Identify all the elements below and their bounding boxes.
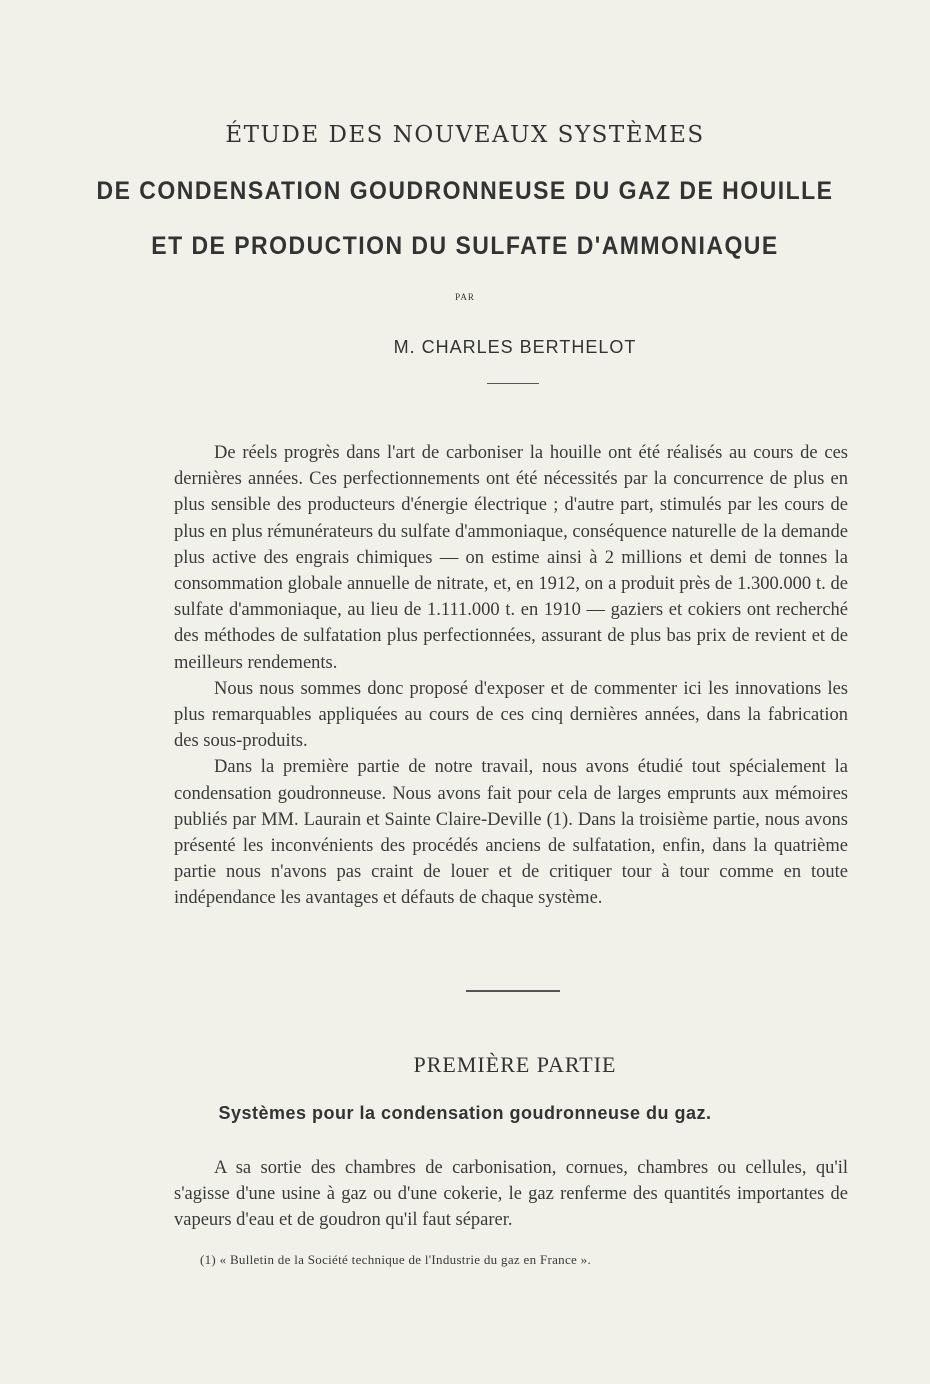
author-name: M. CHARLES BERTHELOT [393, 337, 637, 357]
by-label: PAR [455, 292, 475, 302]
part-body [174, 1155, 848, 1234]
intro-paragraph: Dans la première partie de notre travail, nous avons étudié tout spécialement la condensation goudronneuse. Nous avons fait pour cela de larges emprunts aux mémoires publiés par MM. Laurain et Sainte Claire-Deville (1). Dans la troisième partie, nous avons présenté les inconvénients des procédés anciens de sulfatation, enfin, dans la quatrième partie nous n'avons pas craint de louer et de critiquer tour à tour comme en toute indépendance les avantages et défauts de chaque système. [174, 757, 848, 909]
title-line-3: ET DE PRODUCTION DU SULFATE D'AMMONIAQUE [151, 232, 779, 260]
section-subheading: Systèmes pour la condensation goudronneuse du gaz. [218, 1103, 712, 1123]
title-divider [487, 383, 539, 384]
part-heading: PREMIÈRE PARTIE [413, 1052, 617, 1077]
intro-paragraph: De réels progrès dans l'art de carboniser la houille ont été réalisés au cours de ces dernières années. Ces perfectionnements ont été nécessités par la concurrence de plus en plus sensible des producteurs d'énergie électrique ; d'autre part, stimulés par les cours de plus en plus rémunérateurs du sulfate d'ammoniaque, conséquence naturelle de la demande plus active des engrais chimiques — on estime ainsi à 2 millions et demi de tonnes la consommation globale annuelle de nitrate, et, en 1912, on a produit près de 1.300.000 t. de sulfate d'ammoniaque, au lieu de 1.111.000 t. en 1910 — gaziers et cokiers ont recherché des méthodes de sulfatation plus perfectionnées, assurant de plus bas prix de revient et de meilleurs rendements. [174, 443, 848, 673]
footnote: (1) « Bulletin de la Société technique de l'Industrie du gaz en France ». [200, 1252, 592, 1267]
part-paragraph: A sa sortie des chambres de carbonisation, cornues, chambres ou cellules, qu'il s'agisse d'une usine à gaz ou d'une cokerie, le gaz renferme des quantités importantes de vapeurs d'eau et de goudron qu'il faut séparer. [174, 1158, 848, 1231]
intro-paragraph: Nous nous sommes donc proposé d'exposer et de commenter ici les innovations les plus remarquables appliquées au cours de ces cinq dernières années, dans la fabrication des sous-produits. [174, 678, 848, 752]
title-line-1: ÉTUDE DES NOUVEAUX SYSTÈMES [225, 122, 705, 148]
title-line-2: DE CONDENSATION GOUDRONNEUSE DU GAZ DE HOUILLE [96, 177, 834, 205]
intro-body [174, 440, 848, 912]
section-divider [466, 990, 560, 992]
